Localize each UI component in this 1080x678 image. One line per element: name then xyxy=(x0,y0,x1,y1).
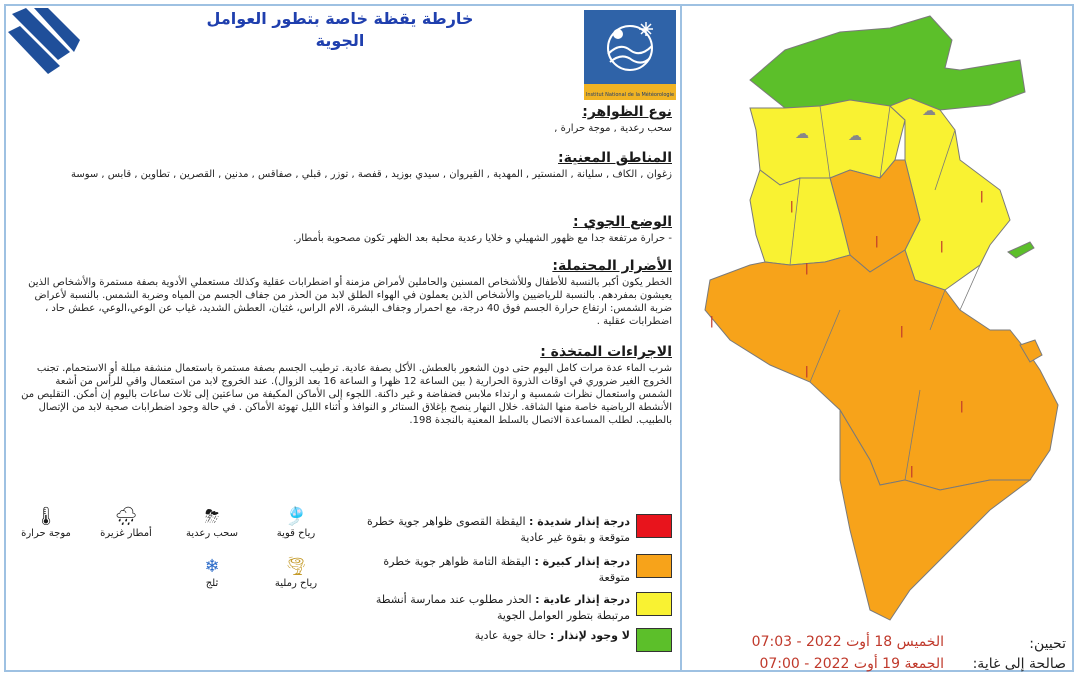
level-severe xyxy=(362,514,672,546)
valid-label: صالحة إلى غاية: xyxy=(972,656,1066,672)
region-southwest xyxy=(705,250,1058,490)
heatwave-icon: ǀ xyxy=(940,239,944,253)
legend-label: ثلج xyxy=(205,578,219,589)
section-heading: الأضرار المحتملة: xyxy=(552,258,672,274)
heatwave-icon: ǀ xyxy=(805,364,809,378)
level-title: درجة إنذار عادية : xyxy=(535,593,630,606)
legend-label: أمطار غزيرة xyxy=(100,528,152,539)
thunderstorm-icon: ☁ xyxy=(795,126,809,142)
section-weather xyxy=(112,214,672,245)
heatwave-icon: ǀ xyxy=(710,314,714,328)
level-title: لا وجود لإنذار : xyxy=(549,629,630,642)
legend-label: رياح قوية xyxy=(276,528,316,539)
inm-logo xyxy=(584,10,676,100)
section-body: سحب رعدية , موجة حرارة , xyxy=(554,123,672,134)
page-title: خارطة يقظة خاصة بتطور العوامل الجوية xyxy=(206,9,474,50)
footer-valid xyxy=(973,656,1066,672)
snow-icon: ❄ xyxy=(204,556,220,577)
legend-label: موجة حرارة xyxy=(21,528,71,539)
level-title: درجة إنذار كبيرة : xyxy=(534,555,630,568)
section-body: شرب الماء عدة مرات كامل اليوم حتى دون الشعور بالعطش. الأكل بصفة عادية. ترطيب الجسم بصفة مستمرة باستعمال منشفة مبللة أو الاستحمام. تجنب الخروج الغير ضروري في اوقات الذروة الحرارية ( بين الساعة 12 ظهرا و الساعة 16 بعد الزوال). عند الخروج لابد من استعمال واقي للرأس من أشعة الشمس واستعمال نظرات شمسية و ارتداء ملابس فضفاضة و غير داكنة. اللجوء إلى الأماكن المكيفة من ساعتين إلى ثلاث ساعات باليوم إن أمكن. التقليص من الأنشطة الرياضية خاصة منها الشاقة. خلال النهار ينصح بإغلاق الستائر و النوافذ و أثناء الليل تهوئة الأماكن . في حالة وجود اضطرابات صحية لابد من الإتصال بالطبيب. لطلب المساعدة الاتصال بالسلط المعنية بالنجدة 198. xyxy=(21,363,672,426)
region-north xyxy=(750,16,1025,110)
section-heading: الوضع الجوي : xyxy=(572,214,672,230)
region-kerkennah xyxy=(1008,242,1034,258)
level-title: درجة إنذار شديدة : xyxy=(529,515,630,528)
heatwave-icon: ǀ xyxy=(875,234,879,248)
thunderstorm-icon: ☁ xyxy=(848,128,862,144)
heatwave-icon: ǀ xyxy=(900,324,904,338)
inm-logo-caption: Institut National de la Météorologie xyxy=(585,92,675,98)
level-text: اليقظة التامة ظواهر جوية خطرة متوقعة xyxy=(383,555,630,584)
legend-snow xyxy=(182,556,242,589)
strong-wind-icon: 🎐 xyxy=(284,506,308,527)
level-swatch xyxy=(636,592,672,616)
update-label: تحيين: xyxy=(1029,636,1066,652)
legend-label: سحب رعدية xyxy=(185,528,239,539)
level-text: حالة جوية عادية xyxy=(474,629,547,642)
level-swatch xyxy=(636,554,672,578)
heatwave-icon: ǀ xyxy=(805,261,809,275)
level-swatch xyxy=(636,628,672,652)
heatwave-icon: ǀ xyxy=(960,399,964,413)
footer-update xyxy=(1029,636,1066,652)
section-regions xyxy=(22,150,672,181)
section-measures xyxy=(20,344,672,427)
thunderstorm-icon: ☁ xyxy=(922,103,936,119)
section-heading: نوع الظواهر: xyxy=(582,104,672,120)
heatwave-icon: ǀ xyxy=(790,199,794,213)
legend-heatwave xyxy=(16,506,76,539)
level-swatch xyxy=(636,514,672,538)
legend-strong-wind xyxy=(266,506,326,539)
section-body: الخطر يكون أكبر بالنسبة للأطفال وللأشخاص المسنين والحاملين لأمراض مزمنة أو اضطرابات عقلية وكذلك مستعملي الأدوية بصفة مستمرة والأشخاص الذين يعيشون بمفردهم. بالنسبة للرياضيين والأشخاص الذين يعملون في الهواء الطلق لابد من الحذر من جفاف الجسم من المياه وضربة الشمس. بالنسبة لأعراض ضربة الشمس: ارتفاع حرارة الجسم فوق 40 درجة، مع احمرار وجفاف البشرة، الام الراس، غثيان، العطش الشديد، غياب عن الوعي،الوعي، عطش حاد ، اضطرابات عقلية . xyxy=(28,277,672,327)
sandstorm-icon: 🌪 xyxy=(284,556,308,577)
legend-heavy-rain xyxy=(96,506,156,539)
heatwave-icon: ǀ xyxy=(980,189,984,203)
level-normal xyxy=(362,592,672,624)
legend-thunderstorm xyxy=(182,506,242,539)
section-heading: الاجراءات المتخذة : xyxy=(540,344,672,360)
valid-value: الجمعة 19 أوت 2022 - 07:00 xyxy=(759,656,944,672)
map-divider xyxy=(680,6,682,672)
level-text: اليقظة القصوى ظواهر جوية خطرة متوقعة و بقوة غير عادية xyxy=(367,515,630,544)
level-text: الحذر مطلوب عند ممارسة أنشطة مرتبطة بتطور العوامل الجوية xyxy=(375,593,630,622)
level-high xyxy=(362,554,672,586)
legend-label: رياح رملية xyxy=(274,578,318,589)
thunderstorm-icon: ⛈ xyxy=(204,506,220,527)
tunisia-alert-map xyxy=(690,10,1070,630)
section-heading: المناطق المعنية: xyxy=(558,150,672,166)
update-value: الخميس 18 أوت 2022 - 07:03 xyxy=(751,634,944,650)
region-northwest xyxy=(750,100,905,185)
inm-emblem-icon xyxy=(588,14,672,82)
section-risks xyxy=(20,258,672,328)
legend-sandstorm xyxy=(266,556,326,589)
stripes-logo-icon xyxy=(8,8,80,82)
heatwave-icon: 🌡 xyxy=(34,506,58,527)
section-body: - حرارة مرتفعة جدا مع ظهور الشهيلي و خلايا رعدية محلية بعد الظهر تكون مصحوبة بأمطار. xyxy=(293,233,672,244)
section-phenomena xyxy=(372,104,672,135)
heatwave-icon: ǀ xyxy=(910,464,914,478)
level-none xyxy=(362,628,672,644)
section-body: زغوان , الكاف , سليانة , المنستير , المهدية , القيروان , سيدي بوزيد , قفصة , توزر , قبلي , صفاقس , مدنين , القصرين , تطاوين , قابس , سوسة xyxy=(70,169,672,180)
heavy-rain-icon: 🌧 xyxy=(114,506,138,527)
